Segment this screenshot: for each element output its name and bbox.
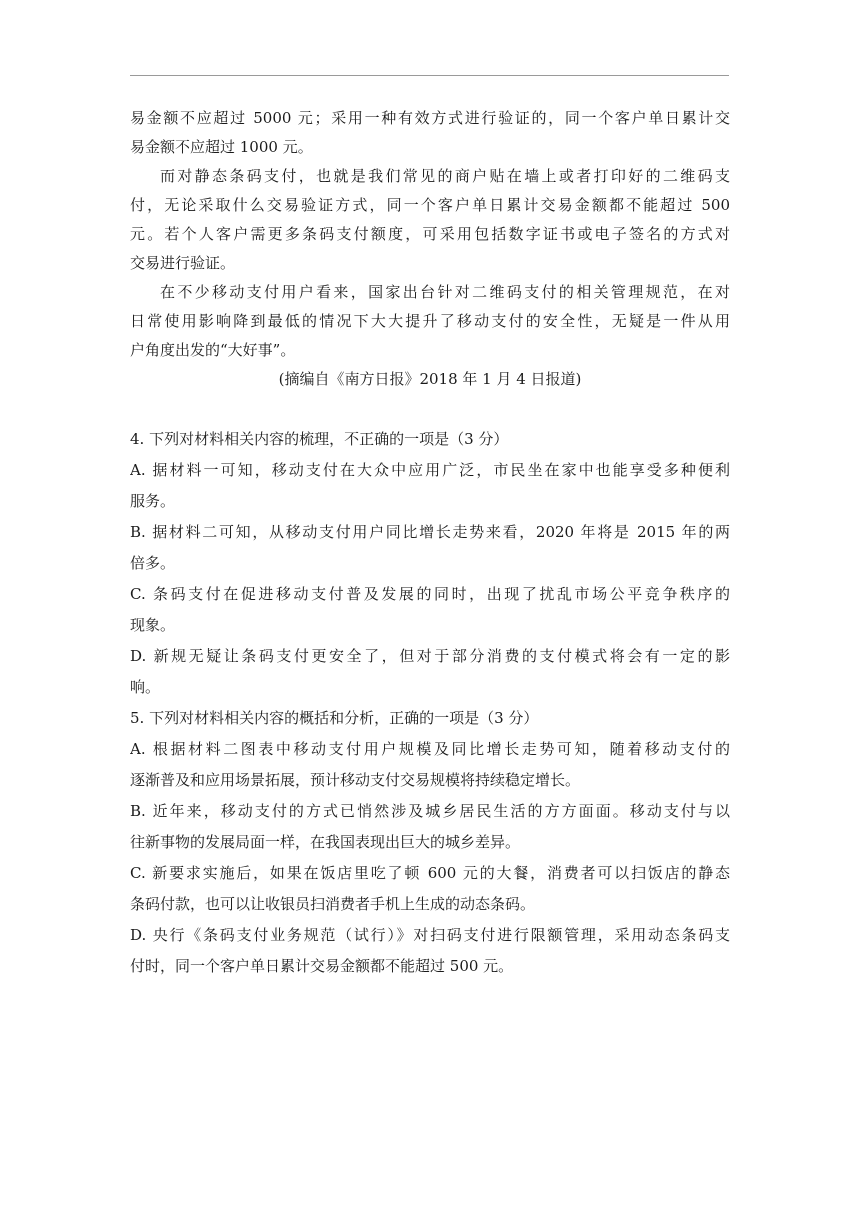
option-c-cont: 现象。 — [130, 616, 176, 634]
text-line: 元。若个人客户需更多条码支付额度，可采用包括数字证书或电子签名的方式对 — [130, 225, 730, 243]
option-b-cont: 倍多。 — [130, 554, 176, 572]
option-b: B. 据材料二可知，从移动支付用户同比增长走势来看，2020 年将是 2015 年的两 — [130, 523, 730, 541]
option-d-cont: 响。 — [130, 678, 161, 696]
document-page — [130, 104, 730, 982]
passage-paragraph — [130, 162, 730, 278]
text-line: 而对静态条码支付，也就是我们常见的商户贴在墙上或者打印好的二维码支 — [160, 167, 730, 185]
question-4 — [130, 424, 730, 703]
passage-paragraph — [130, 278, 730, 365]
option-a-cont: 逐渐普及和应用场景拓展，预计移动支付交易规模将持续稳定增长。 — [130, 771, 581, 789]
text-line: 在不少移动支付用户看来，国家出台针对二维码支付的相关管理规范，在对 — [160, 283, 730, 301]
source-citation: (摘编自《南方日报》2018 年 1 月 4 日报道) — [278, 370, 582, 388]
option-d-cont: 付时，同一个客户单日累计交易金额都不能超过 500 元。 — [130, 957, 514, 975]
option-a: A. 根据材料二图表中移动支付用户规模及同比增长走势可知，随着移动支付的 — [130, 740, 730, 758]
text-line: 户角度出发的“大好事”。 — [130, 341, 296, 359]
option-c: C. 新要求实施后，如果在饭店里吃了顿 600 元的大餐，消费者可以扫饭店的静态 — [130, 864, 730, 882]
question-5 — [130, 703, 730, 982]
question-stem: 4. 下列对材料相关内容的梳理，不正确的一项是（3 分） — [130, 430, 509, 448]
question-stem: 5. 下列对材料相关内容的概括和分析，正确的一项是（3 分） — [130, 709, 539, 727]
text-line: 易金额不应超过 1000 元。 — [130, 138, 313, 156]
option-d: D. 央行《条码支付业务规范（试行）》对扫码支付进行限额管理，采用动态条码支 — [130, 926, 730, 944]
option-b: B. 近年来，移动支付的方式已悄然涉及城乡居民生活的方方面面。移动支付与以 — [130, 802, 730, 820]
option-b-cont: 往新事物的发展局面一样，在我国表现出巨大的城乡差异。 — [130, 833, 521, 851]
text-line: 日常使用影响降到最低的情况下大大提升了移动支付的安全性，无疑是一件从用 — [130, 312, 730, 330]
option-a: A. 据材料一可知，移动支付在大众中应用广泛，市民坐在家中也能享受多种便利 — [130, 461, 730, 479]
text-line: 交易进行验证。 — [130, 254, 236, 272]
text-line: 付，无论采取什么交易验证方式，同一个客户单日累计交易金额都不能超过 500 — [130, 196, 730, 214]
option-c-cont: 条码付款，也可以让收银员扫消费者手机上生成的动态条码。 — [130, 895, 536, 913]
option-c: C. 条码支付在促进移动支付普及发展的同时，出现了扰乱市场公平竞争秩序的 — [130, 585, 730, 603]
text-line: 易金额不应超过 5000 元；采用一种有效方式进行验证的，同一个客户单日累计交 — [130, 109, 730, 127]
option-a-cont: 服务。 — [130, 492, 176, 510]
passage-paragraph — [130, 104, 730, 162]
header-rule — [130, 75, 729, 76]
option-d: D. 新规无疑让条码支付更安全了，但对于部分消费的支付模式将会有一定的影 — [130, 647, 730, 665]
